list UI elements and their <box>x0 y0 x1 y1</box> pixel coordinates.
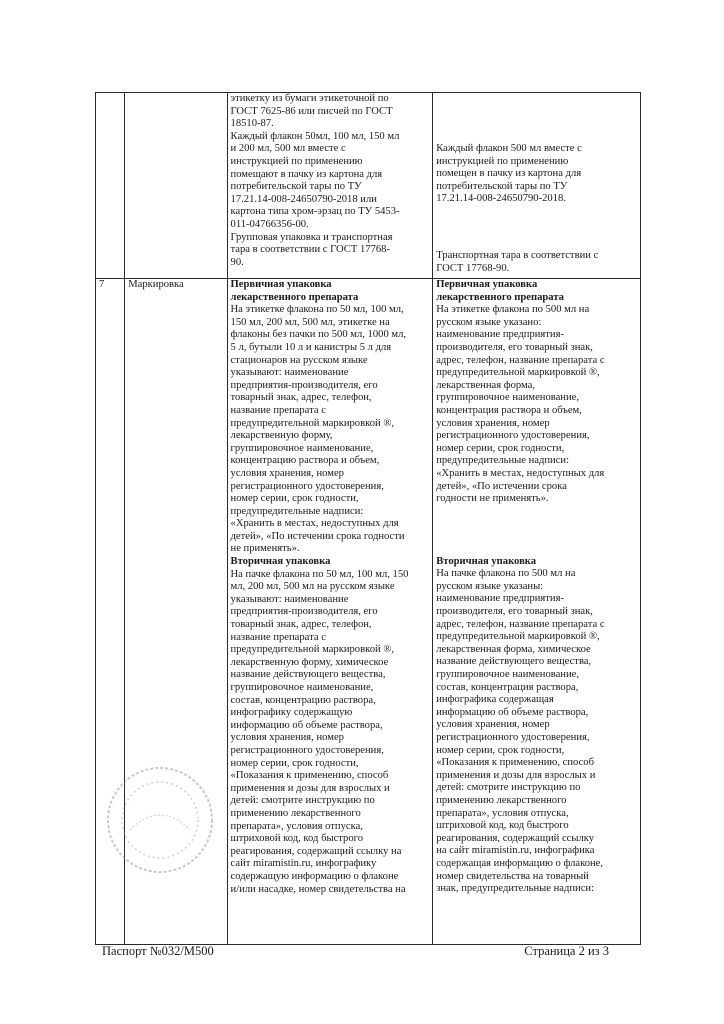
text-line: На этикетке флакона по 50 мл, 100 мл, <box>230 304 404 316</box>
text-line: штриховой код, код быстрого <box>230 833 364 845</box>
text-line: товарный знак, адрес, телефон, <box>230 619 372 631</box>
text-line: применения и дозы для взрослых и <box>436 769 596 781</box>
text-line: и/или насадке, номер свидетельства на <box>230 883 406 895</box>
text-line: номер серии, срок годности, <box>436 744 565 756</box>
text-line: русском языке указано: <box>436 316 542 328</box>
text-line: реагирования, содержащий ссылку <box>436 832 595 844</box>
text-line: условия хранения, номер <box>230 732 344 744</box>
text-line: предприятия-производителя, его <box>230 606 378 618</box>
text-line: инфографику содержащую <box>230 707 353 719</box>
text-line: предупредительные надписи: <box>230 505 364 517</box>
text-line: не применять». <box>230 543 300 555</box>
col-a-continuation <box>231 93 430 269</box>
text-line: название действующего вещества, <box>436 656 592 668</box>
col-b-secondary-text <box>436 568 637 895</box>
text-line: детей», «По истечении срока годности <box>230 530 405 542</box>
text-line: информацию об объеме раствора, <box>230 719 383 731</box>
text-line: номер серии, срок годности, <box>230 493 359 505</box>
text-line: «Хранить в местах, недоступных для <box>230 518 399 530</box>
text-line: лекарственного препарата <box>230 291 359 303</box>
faded-stamp-seal <box>100 760 220 880</box>
text-line: знак, предупредительные надписи: <box>436 883 595 895</box>
text-line: флаконы без пачки по 500 мл, 1000 мл, <box>230 329 407 341</box>
text-line: картона типа хром-эрзац по ТУ 5453- <box>230 206 400 218</box>
text-line: наименование предприятия- <box>436 593 564 605</box>
text-line: группировочное наименование, <box>436 392 579 404</box>
text-line: содержащую информацию о флаконе <box>230 870 399 882</box>
text-line: 5 л, бутыли 10 л и канистры 5 л для <box>230 341 392 353</box>
text-line: регистрационного удостоверения, <box>230 744 384 756</box>
col-b-primary-heading <box>436 279 637 304</box>
row-number-cell <box>96 93 125 279</box>
row-name-cell <box>125 93 227 279</box>
text-line: применения и дозы для взрослых и <box>230 782 390 794</box>
text-line: реагирования, содержащий ссылку на <box>230 845 402 857</box>
footer-page-number: Страница 2 из 3 <box>524 944 609 958</box>
text-line: производителя, его товарный знак, <box>436 606 593 618</box>
text-line: 150 мл, 200 мл, 500 мл, этикетке на <box>230 316 390 328</box>
text-line: номер свидетельства на товарный <box>436 870 589 882</box>
table-row <box>96 93 641 279</box>
cell-col-b <box>433 279 641 945</box>
text-line: Транспортная тара в соответствии с <box>436 249 599 261</box>
text-line: лекарственная форма, <box>436 379 535 391</box>
text-line: 17.21.14-008-24650790-2018. <box>436 193 566 205</box>
col-a-primary-heading <box>231 279 430 304</box>
text-line: На этикетке флакона по 500 мл на <box>436 304 590 316</box>
text-line: на сайт miramistin.ru, инфографика <box>436 845 595 857</box>
text-line: «Показания к применению, способ <box>230 770 389 782</box>
cell-col-a <box>227 279 433 945</box>
text-line: 90. <box>230 256 244 268</box>
col-a-secondary-text <box>231 569 430 896</box>
text-line: номер серии, срок годности, <box>230 757 359 769</box>
text-line: штриховой код, код быстрого <box>436 820 569 832</box>
text-line: концентрация раствора и объем, <box>436 404 582 416</box>
text-line: предприятия-производителя, его <box>230 379 378 391</box>
text-line: этикетку из бумаги этикеточной по <box>230 93 389 104</box>
text-line: инструкцией по применению <box>230 155 363 167</box>
text-line: условия хранения, номер <box>230 467 344 479</box>
text-line: адрес, телефон, название препарата с <box>436 354 605 366</box>
text-line: товарный знак, адрес, телефон, <box>230 392 372 404</box>
text-line: Первичная упаковка <box>230 279 332 290</box>
text-line: лекарственную форму, <box>230 430 333 442</box>
text-line: адрес, телефон, название препарата с <box>436 618 605 630</box>
text-line: 18510-87. <box>230 118 274 130</box>
text-line: тара в соответствии с ГОСТ 17768- <box>230 244 390 256</box>
text-line: Первичная упаковка <box>436 279 538 290</box>
text-line: детей: смотрите инструкцию по <box>230 795 375 807</box>
text-line: название препарата с <box>230 404 326 416</box>
text-line: помещают в пачку из картона для <box>230 168 383 180</box>
text-line: русском языке указаны: <box>436 580 544 592</box>
text-line: лекарственного препарата <box>436 291 564 303</box>
cell-col-a <box>227 93 433 279</box>
text-line: концентрацию раствора и объем, <box>230 455 380 467</box>
text-line: информацию об объеме раствора, <box>436 706 589 718</box>
text-line: На пачке флакона по 50 мл, 100 мл, 150 <box>230 568 409 580</box>
text-line: годности не применять». <box>436 493 549 505</box>
col-b-primary-text <box>436 304 637 506</box>
text-line: предупредительные надписи: <box>436 455 570 467</box>
text-line: применению лекарственного <box>436 794 567 806</box>
col-b-continuation-part2 <box>436 250 637 275</box>
text-line: предупредительной маркировкой ®, <box>436 367 600 379</box>
text-line: препарата», условия отпуска, <box>230 820 363 832</box>
row-name: Маркировка <box>128 279 184 290</box>
text-line: детей», «По истечении срока <box>436 480 567 492</box>
col-a-secondary-heading: Вторичная упаковка <box>230 556 331 568</box>
text-line: На пачке флакона по 500 мл на <box>436 568 576 580</box>
text-line: Групповая упаковка и транспортная <box>230 231 393 243</box>
text-line: название действующего вещества, <box>230 669 386 681</box>
text-line: указывают: наименование <box>230 593 349 605</box>
text-line: содержащая информацию о флаконе, <box>436 857 604 869</box>
text-line: группировочное наименование, <box>230 682 374 693</box>
text-line: применению лекарственного <box>230 807 361 819</box>
text-line: инфографика содержащая <box>436 694 554 706</box>
text-line: 17.21.14-008-24650790-2018 или <box>230 193 377 205</box>
text-line: детей: смотрите инструкцию по <box>436 782 581 794</box>
text-line: регистрационного удостоверения, <box>436 732 590 743</box>
text-line: Каждый флакон 50мл, 100 мл, 150 мл <box>230 130 400 142</box>
text-line: регистрационного удостоверения, <box>436 430 590 442</box>
text-line: и 200 мл, 500 мл вместе с <box>230 143 346 155</box>
text-line: предупредительной маркировкой ®, <box>230 417 395 429</box>
footer-passport-number: Паспорт №032/М500 <box>102 944 214 958</box>
text-line: сайт miramistin.ru, инфографику <box>230 858 377 870</box>
text-line: условия хранения, номер <box>436 719 550 731</box>
row-number: 7 <box>99 279 105 290</box>
text-line: ГОСТ 7625-86 или писчей по ГОСТ <box>230 105 393 117</box>
text-line: препарата», условия отпуска, <box>436 807 569 819</box>
text-line: условия хранения, номер <box>436 417 550 429</box>
text-line: «Хранить в местах, недоступных для <box>436 467 605 479</box>
text-line: помещен в пачку из картона для <box>436 168 582 180</box>
text-line: наименование предприятия- <box>436 329 564 341</box>
text-line: Каждый флакон 500 мл вместе с <box>436 143 582 154</box>
col-a-primary-text <box>231 304 430 556</box>
text-line: стационаров на русском языке <box>230 354 368 366</box>
text-line: указывают: наименование <box>230 367 349 379</box>
text-line: группировочное наименование, <box>230 442 374 454</box>
text-line: производителя, его товарный знак, <box>436 341 593 353</box>
text-line: предупредительной маркировкой ®, <box>436 631 600 643</box>
text-line: мл, 200 мл, 500 мл на русском языке <box>230 581 395 593</box>
text-line: «Показания к применению, способ <box>436 757 594 769</box>
col-b-secondary-heading: Вторичная упаковка <box>436 555 537 567</box>
text-line: потребительской тары по ТУ <box>436 180 568 192</box>
text-line: лекарственную форму, химическое <box>230 656 389 668</box>
text-line: название препарата с <box>230 631 326 643</box>
text-line: лекарственная форма, химическое <box>436 643 591 655</box>
text-line: потребительской тары по ТУ <box>230 181 362 193</box>
text-line: группировочное наименование, <box>436 669 579 681</box>
text-line: регистрационного удостоверения, <box>230 480 384 492</box>
text-line: ГОСТ 17768-90. <box>436 262 510 274</box>
text-line: 011-04766356-00. <box>230 218 309 230</box>
text-line: инструкцией по применению <box>436 155 569 167</box>
text-line: номер серии, срок годности, <box>436 442 565 454</box>
text-line: состав, концентрация раствора, <box>436 681 579 693</box>
text-line: предупредительной маркировкой ®, <box>230 644 395 656</box>
text-line: состав, концентрацию раствора, <box>230 694 376 706</box>
cell-col-b <box>433 93 641 279</box>
col-b-continuation-part1 <box>436 143 637 206</box>
